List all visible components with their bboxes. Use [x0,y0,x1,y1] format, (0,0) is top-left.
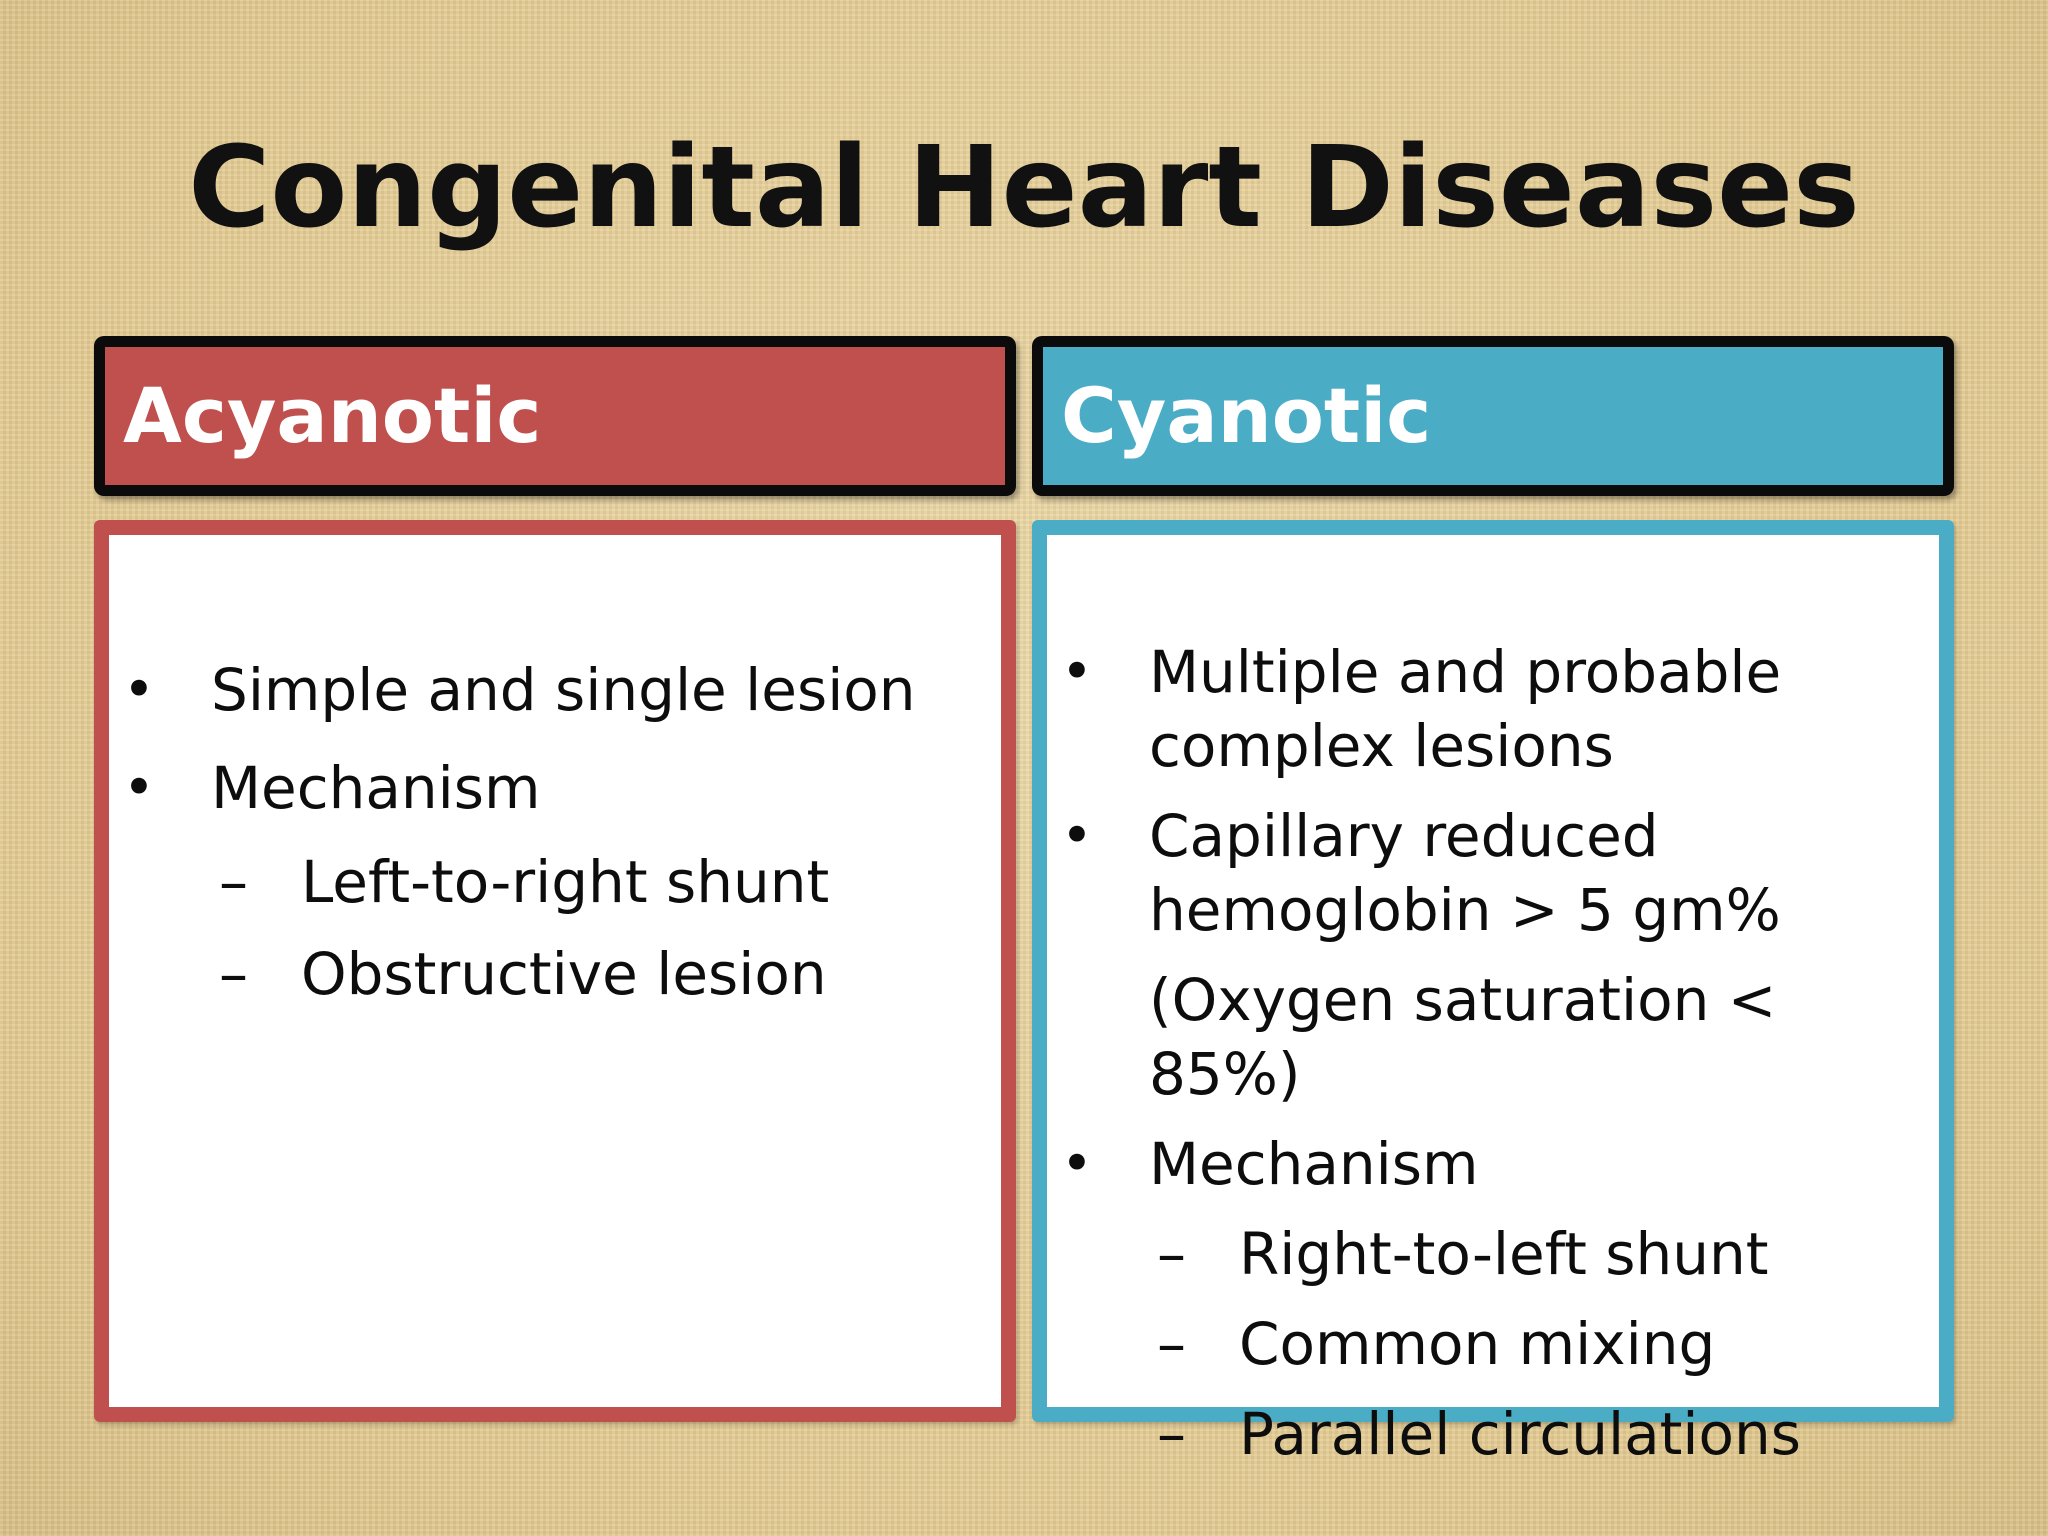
acyanotic-header-label: Acyanotic [123,371,542,460]
bullet-icon: • [123,756,155,819]
dash-icon: – [1157,1220,1186,1288]
bullet-icon: • [1061,804,1093,867]
list-item-text: Simple and single lesion [211,656,916,724]
list-item-text-line-2: hemoglobin > 5 gm% [1149,876,1781,944]
slide-title: Congenital Heart Diseases [188,123,1860,253]
list-item [123,653,1003,727]
cyanotic-panel [1032,520,1954,1468]
list-item [123,751,1003,825]
bullet-icon: • [123,658,155,721]
cyanotic-list [1061,635,1941,1471]
list-item [1061,635,1941,783]
dash-icon: – [1157,1400,1186,1468]
dash-icon: – [1157,1310,1186,1378]
list-item-note [1061,963,1941,1111]
bullet-icon: • [1061,1132,1093,1195]
list-item [1061,799,1941,947]
acyanotic-list [123,653,1003,1011]
sub-list-item [123,845,1003,919]
bullet-icon: • [1061,640,1093,703]
acyanotic-header [94,336,1016,496]
sub-list-item [1061,1217,1941,1291]
sub-list-item-text: Obstructive lesion [301,940,827,1008]
cyanotic-header [1032,336,1954,496]
sub-list-item-text: Right-to-left shunt [1239,1220,1769,1288]
sub-list-item [1061,1307,1941,1381]
sub-list-item [123,937,1003,1011]
acyanotic-panel [94,520,1016,1422]
cyanotic-header-label: Cyanotic [1061,371,1432,460]
sub-list-item [1061,1397,1941,1471]
sub-list-item-text: Common mixing [1239,1310,1716,1378]
list-item [1061,1127,1941,1201]
dash-icon: – [219,940,248,1008]
sub-list-item-text: Parallel circulations [1239,1400,1801,1468]
list-item-text: Capillary reduced hemoglobin > 5 gm% [1149,802,1781,944]
sub-list-item-text: Left-to-right shunt [301,848,830,916]
list-item-text-line-2: complex lesions [1149,712,1614,780]
list-item-text: Mechanism [1149,1130,1479,1198]
dash-icon: – [219,848,248,916]
list-item-text: Mechanism [211,754,541,822]
list-item-text: Multiple and probable complex lesions [1149,638,1782,780]
note-text: (Oxygen saturation < 85%) [1149,966,1777,1108]
